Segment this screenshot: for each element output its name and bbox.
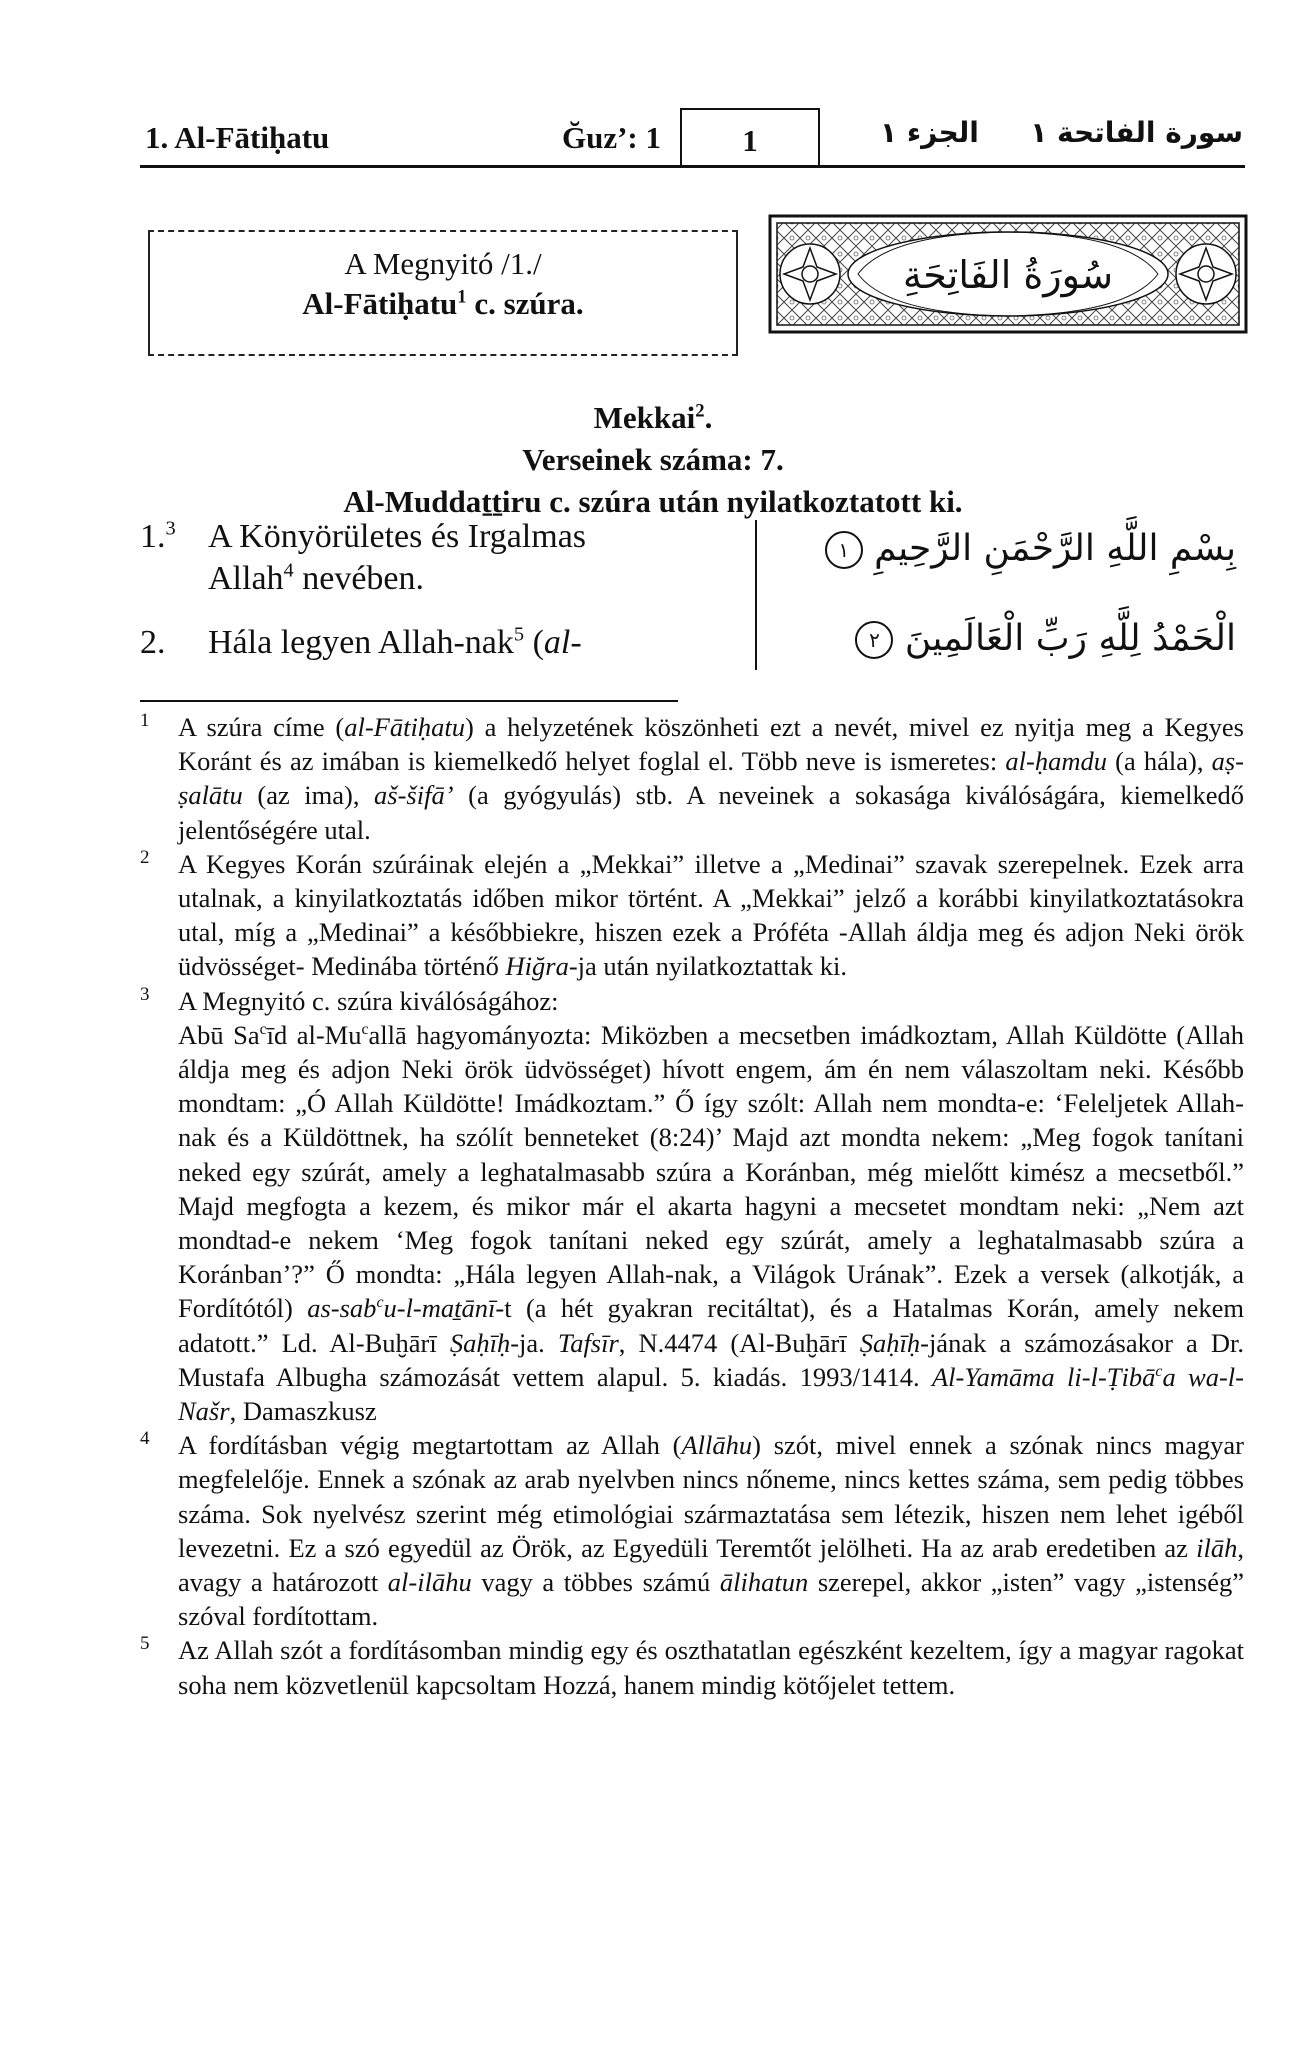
footnote-text: , Damaszkusz xyxy=(229,1396,377,1427)
running-header-juz: Ğuz’: 1 xyxy=(562,120,662,155)
footnote-text: , avagy a határozott xyxy=(178,1532,1244,1598)
header-rule xyxy=(140,165,1245,168)
footnote-text: al-Fātiḥatu xyxy=(344,712,465,742)
footnote-text: A fordításban végig megtartottam az Allah ( xyxy=(178,1430,682,1461)
footnotes xyxy=(140,710,1244,1702)
footnote-text: a wa-l-Našr xyxy=(178,1361,1244,1427)
footnote-text: ālihatun xyxy=(719,1567,809,1598)
footnote-text: ) szót, mivel ennek a szónak nincs magyar megfelelője. Ennek a szónak az arab nyelvben nincs nőneme, nincs kettes száma, sem pedig többes száma. Sok nyelvész szerint még etimológiai származtatása sem létezik, hiszen nem lehet igéből levezetni. Ez a szó egyedül az Örök, az Egyedüli Teremtőt jelölheti. Ha az arab eredetiben az xyxy=(178,1430,1245,1563)
footnote-5 xyxy=(140,1633,1244,1701)
footnote-3 xyxy=(140,984,1244,1429)
footnote-text: allā hagyományozta: Miközben a mecsetben imádkoztam, Allah Küldötte (Allah áldja meg és adjon Neki örök üdvösséget) hívott engem, ám én nem válaszoltam neki. Később mondtam: „Ó Allah Küldötte! Imádkoztam.” Ő így szólt: Allah nem mondta-e: ‘Feleljetek Allah-nak és a Küldöttnek, ha szólít benneteket (8:24)’ Majd azt mondta nekem: „Meg fogok tanítani neked egy szúrát, amely a leghatalmasabb szúra a Koránban, még mielőtt kimész a mecsetből.” Majd megfogta a kezem, és mikor már el akarta hagyni a mecsetet mondtam neki: „Nem azt mondtad-e nekem ‘Meg fogok tanítani neked egy szúrát, amely a leghatalmasabb szúra a Koránban’?” Ő mondta: „Hála legyen Allah-nak, a Világok Urának”. Ezek a versek (alkotják, a Fordítótól) xyxy=(178,1019,1245,1324)
verse-2-arabic: الْحَمْدُ لِلَّهِ رَبِّ الْعَالَمِينَ ٢ xyxy=(851,618,1236,659)
footnote-text: -jának a számozásakor a Dr. Mustafa Albugha számozását vettem alapul. 5. kiadás. 1993/1414. xyxy=(178,1327,1244,1392)
footnote-text: -t (a hét gyakran recitáltat), és a Hatalmas Korán, amely nekem adatott.” Ld. Al-Buḫārī xyxy=(178,1293,1245,1358)
ayah-number-1-icon: ١ xyxy=(825,531,863,569)
sura-title-box xyxy=(148,230,738,356)
running-header-arabic-juz: الجزء ١ xyxy=(880,116,979,149)
footnote-text: A Megnyitó c. szúra kiválóságához: xyxy=(178,985,559,1016)
footnote-marker: 2 xyxy=(140,846,150,868)
footnote-marker: 1 xyxy=(140,710,150,731)
footnote-text: (az ima), xyxy=(242,780,375,811)
footnote-text: A szúra címe ( xyxy=(178,712,345,742)
footnote-text: ) a helyzetének köszönheti ezt a nevét, mivel ez nyitja meg a Kegyes Koránt és az imában is kiemelkedő helyet foglal el. Több neve is ismeretes: xyxy=(178,712,1244,777)
verse-2-number: 2. xyxy=(140,624,166,661)
footnote-text: , N.4474 (Al-Buḫārī xyxy=(618,1327,860,1358)
footnote-text: -ja után nyilatkoztattak ki. xyxy=(568,951,847,982)
footnote-text: c xyxy=(376,1294,384,1312)
column-divider xyxy=(755,520,757,670)
sura-title-arabic-name: Al-Fātiḥatu$^1$ c. szúra. xyxy=(302,286,584,321)
page-number: 1 xyxy=(680,108,820,168)
footnote-marker: 3 xyxy=(140,983,150,1005)
footnote-text: c xyxy=(259,1021,267,1038)
footnote-text: Hiğra xyxy=(505,951,569,982)
footnote-text: c xyxy=(361,1021,369,1038)
ayah-number-2-icon: ٢ xyxy=(855,621,893,659)
footnote-text: Tafsīr xyxy=(557,1327,619,1358)
verse-1-translation: 1.$^3$ A Könyörületes és Irgalmas Allah$^4$ nevében. xyxy=(140,517,587,597)
footnote-marker: 5 xyxy=(140,1633,150,1655)
footnote-text: Ṣaḥīḥ xyxy=(859,1327,921,1358)
verse-2-translation: 2. Hála legyen Allah-nak$^5$ (al- xyxy=(140,622,582,664)
footnote-text: (a hála), xyxy=(1106,746,1212,777)
footnote-text: Al-Yamāma li-l-Ṭibā xyxy=(931,1361,1156,1392)
footnote-2 xyxy=(140,847,1244,984)
running-header-arabic-sura: سورة الفاتحة ١ xyxy=(1030,116,1243,149)
footnote-text: aṣ-ṣalātu xyxy=(178,746,1244,811)
verse-1-number: 1.$^3$ xyxy=(140,517,176,555)
footnote-text: al-ḥamdu xyxy=(1005,746,1107,777)
sura-title-hungarian: A Megnyitó /1./ xyxy=(344,246,542,281)
footnote-text: aš-šifā’ xyxy=(374,780,454,811)
footnote-1 xyxy=(140,710,1244,847)
footnote-text: c xyxy=(1155,1363,1163,1381)
revelation-order-heading: Al-Muddaṯṯiru c. szúra után nyilatkoztatott ki. xyxy=(343,484,963,519)
footnote-text: Az Allah szót a fordításomban mindig egy és oszthatatlan egészként kezeltem, így a magyar ragokat soha nem közvetlenül kapcsoltam Hozzá, hanem mindig kötőjelet tettem. xyxy=(178,1635,1244,1700)
origin-heading: Mekkai$^2$. xyxy=(593,400,713,435)
footnote-text: īd al-Mu xyxy=(266,1019,362,1050)
verse-count-heading: Verseinek száma: 7. xyxy=(522,442,784,477)
footnote-text: as-sab xyxy=(307,1293,377,1324)
footnote-text: Abū Sa xyxy=(178,1019,260,1050)
footnote-text: -ja. xyxy=(510,1327,558,1358)
sura-title-ornament-icon xyxy=(768,214,1248,334)
footnote-text: Ṣaḥīḥ xyxy=(449,1327,511,1358)
footnote-rule xyxy=(140,700,678,702)
footnote-text: ilāh xyxy=(1196,1532,1238,1563)
running-header-sura-name: 1. Al-Fātiḥatu xyxy=(145,120,330,155)
footnote-text: szerepel, akkor „isten” vagy „istenség” szóval fordítottam. xyxy=(178,1567,1244,1632)
footnote-text: Allāhu xyxy=(681,1430,753,1461)
verse-1-arabic: بِسْمِ اللَّهِ الرَّحْمَنِ الرَّحِيمِ ١ xyxy=(821,528,1236,569)
footnote-text: u-l-maṯānī xyxy=(383,1293,496,1324)
footnote-text: (a gyógyulás) stb. A neveinek a sokasága kiválóságára, kiemelkedő jelentőségére utal. xyxy=(178,780,1244,845)
footnote-marker: 4 xyxy=(140,1428,150,1450)
footnote-text: al-ilāhu xyxy=(387,1567,472,1598)
footnote-4 xyxy=(140,1428,1244,1633)
footnote-text: A Kegyes Korán szúráinak elején a „Mekkai” illetve a „Medinai” szavak szerepelnek. Ezek arra utalnak, a kinyilatkoztatás időben mikor történt. A „Mekkai” jelző a korábbi kinyilatkoztatásokra utal, míg a „Medinai” a későbbiekre, hiszen ezek a Próféta -Allah áldja meg és adjon Neki örök üdvösséget- Medinába történő xyxy=(178,848,1244,982)
ornament-arabic-title: سُورَةُ الفَاتِحَةِ xyxy=(902,253,1114,297)
footnote-text: vagy a többes számú xyxy=(471,1567,720,1598)
